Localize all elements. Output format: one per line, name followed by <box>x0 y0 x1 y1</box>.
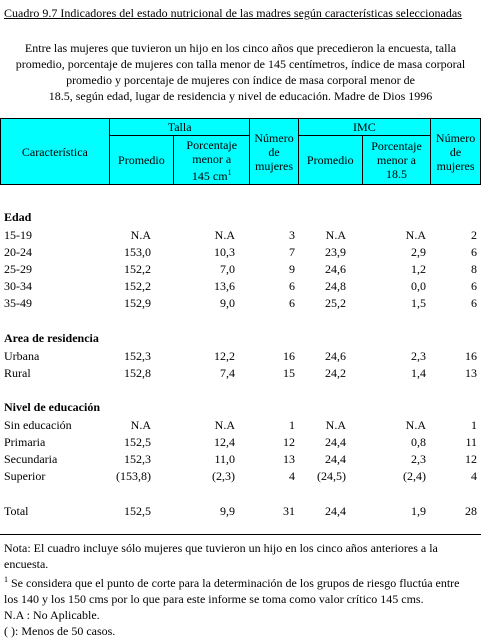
table-cell: 9,9 <box>220 504 235 518</box>
table-cell: N.A <box>130 418 151 432</box>
table-cell: 152,9 <box>124 296 151 310</box>
table-title: Cuadro 9.7 Indicadores del estado nutricional de las madres según características seleccionadas <box>4 6 462 20</box>
table-cell: 3 <box>289 228 295 242</box>
header-porcentaje-talla: Porcentaje menor a 145 $cm^1$ <box>174 136 250 185</box>
table-cell: 16 <box>283 349 295 363</box>
table-row <box>0 279 481 296</box>
table-cell: N.A <box>405 418 426 432</box>
row-label: Secundaria <box>4 452 58 466</box>
table-cell: 6 <box>289 279 295 293</box>
table-row <box>0 435 481 452</box>
table-row <box>0 228 481 245</box>
table-cell: 6 <box>289 296 295 310</box>
table-cell: 4 <box>289 469 295 483</box>
table-cell: 6 <box>471 296 477 310</box>
table-row <box>0 418 481 435</box>
header-talla: Talla <box>109 119 250 136</box>
table-cell: 12,2 <box>214 349 235 363</box>
header-porcentaje-imc: Porcentaje menor a 18.5 <box>362 136 430 185</box>
table-cell: 152,5 <box>124 435 151 449</box>
header-numero-imc: Número de mujeres <box>431 119 481 185</box>
table-cell: 24,4 <box>325 504 346 518</box>
table-cell: 6 <box>471 279 477 293</box>
header-imc: IMC <box>298 119 431 136</box>
table-cell: 0,0 <box>411 279 426 293</box>
table-cell: 1,2 <box>411 262 426 276</box>
table-cell: 13,6 <box>214 279 235 293</box>
table-cell: 12,4 <box>214 435 235 449</box>
row-label: 25-29 <box>4 262 32 276</box>
table-cell: (153,8) <box>116 469 151 483</box>
table-row <box>0 452 481 469</box>
row-label: 30-34 <box>4 279 32 293</box>
table-cell: N.A <box>325 228 346 242</box>
table-cell: 28 <box>465 504 477 518</box>
row-label: 15-19 <box>4 228 32 242</box>
table-cell: 152,5 <box>124 504 151 518</box>
description-line: promedio, porcentaje de mujeres con talla menor de 145 centímetros, índice de masa corporal <box>15 57 466 71</box>
table-cell: 2 <box>471 228 477 242</box>
table-cell: 1 <box>289 418 295 432</box>
table-cell: 10,3 <box>214 245 235 259</box>
table-cell: 7,0 <box>220 262 235 276</box>
table-cell: 2,3 <box>411 452 426 466</box>
header-promedio-talla: Promedio <box>109 136 173 185</box>
table-cell: 24,2 <box>325 366 346 380</box>
table-cell: 24,6 <box>325 349 346 363</box>
row-label: Total <box>4 504 29 518</box>
table-cell: (2,4) <box>403 469 426 483</box>
table-cell: 7 <box>289 245 295 259</box>
table-cell: 6 <box>471 245 477 259</box>
table-cell: 24,4 <box>325 435 346 449</box>
table-cell: N.A <box>214 228 235 242</box>
table-cell: 2,9 <box>411 245 426 259</box>
table-cell: 9,0 <box>220 296 235 310</box>
row-label: Primaria <box>4 435 46 449</box>
table-cell: 7,4 <box>220 366 235 380</box>
table-cell: 1,4 <box>411 366 426 380</box>
description-line: 18.5, según edad, lugar de residencia y nivel de educación. Madre de Dios 1996 <box>48 89 433 103</box>
table-header <box>0 118 481 185</box>
note-parentheses: ( ): Menos de 50 casos. <box>4 624 116 638</box>
table-row <box>0 349 481 366</box>
table-cell: N.A <box>214 418 235 432</box>
table-cell: 31 <box>283 504 295 518</box>
table-cell: 153,0 <box>124 245 151 259</box>
footnote-line: los 140 y los 150 cms por lo que para este informe se toma como valor crítico 145 cms. <box>4 592 424 606</box>
table-cell: N.A <box>405 228 426 242</box>
header-promedio-imc: Promedio <box>298 136 362 185</box>
table-cell: N.A <box>325 418 346 432</box>
table-cell: 8 <box>471 262 477 276</box>
table-cell: 152,3 <box>124 349 151 363</box>
table-notes <box>4 540 474 639</box>
table-cell: 25,2 <box>325 296 346 310</box>
table-bottom-rule <box>0 534 481 535</box>
table-cell: 152,2 <box>124 279 151 293</box>
table-cell: 9 <box>289 262 295 276</box>
row-label: Superior <box>4 469 46 483</box>
table-cell: 152,2 <box>124 262 151 276</box>
table-cell: 4 <box>471 469 477 483</box>
table-cell: 0,8 <box>411 435 426 449</box>
table-cell: N.A <box>130 228 151 242</box>
table-cell: 1 <box>471 418 477 432</box>
row-label: 20-24 <box>4 245 32 259</box>
table-cell: 13 <box>465 366 477 380</box>
table-cell: 152,3 <box>124 452 151 466</box>
footnote-line: $^1$ Se considera que el punto de corte para la determinación de los grupos de riesgo fluctúa entre <box>4 575 460 590</box>
description-line: Entre las mujeres que tuvieron un hijo en los cinco años que precedieron la encuesta, talla <box>24 41 457 55</box>
section-title-educacion: Nivel de educación <box>4 400 100 414</box>
table-cell: (24,5) <box>317 469 346 483</box>
total-row <box>0 504 481 521</box>
table-row <box>0 296 481 313</box>
row-label: Rural <box>4 366 31 380</box>
section-title-residencia: Area de residencia <box>4 331 99 345</box>
section-title-edad: Edad <box>4 210 32 224</box>
table-cell: (2,3) <box>212 469 235 483</box>
table-cell: 1,5 <box>411 296 426 310</box>
table-cell: 15 <box>283 366 295 380</box>
table-cell: 16 <box>465 349 477 363</box>
table-cell: 23,9 <box>325 245 346 259</box>
table-cell: 12 <box>465 452 477 466</box>
table-row <box>0 469 481 486</box>
table-cell: 2,3 <box>411 349 426 363</box>
table-cell: 24,4 <box>325 452 346 466</box>
description-line: promedio y porcentaje de mujeres con índice de masa corporal menor de <box>66 73 415 87</box>
row-label: Urbana <box>4 349 40 363</box>
note-line: Nota: El cuadro incluye sólo mujeres que tuvieron un hijo en los cinco años anteriores a la <box>4 541 438 555</box>
note-line: encuesta. <box>4 557 49 571</box>
table-cell: 12 <box>283 435 295 449</box>
row-label: 35-49 <box>4 296 32 310</box>
table-cell: 11,0 <box>214 452 235 466</box>
table-cell: 24,6 <box>325 262 346 276</box>
table-cell: 24,8 <box>325 279 346 293</box>
table-cell: 11 <box>465 435 477 449</box>
table-row <box>0 262 481 279</box>
header-characteristic: Característica <box>1 119 110 185</box>
table-cell: 13 <box>283 452 295 466</box>
header-numero-talla: Número de mujeres <box>250 119 298 185</box>
table-cell: 1,9 <box>411 504 426 518</box>
table-description <box>0 40 481 104</box>
row-label: Sin educación <box>4 418 72 432</box>
note-na: N.A : No Aplicable. <box>4 608 100 622</box>
table-row <box>0 245 481 262</box>
table-row <box>0 366 481 383</box>
table-cell: 152,8 <box>124 366 151 380</box>
